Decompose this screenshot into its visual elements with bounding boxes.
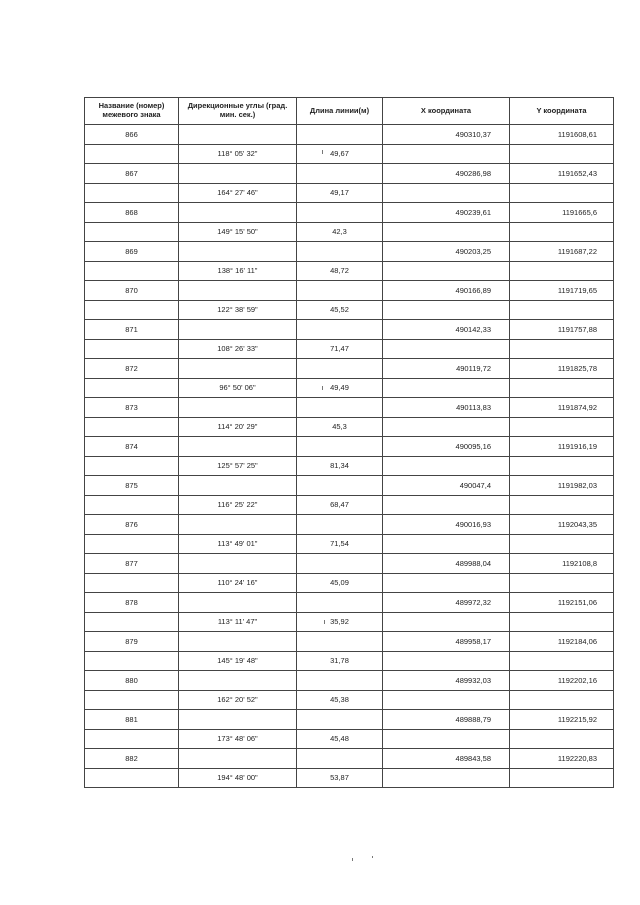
y-coordinate-cell: 1191608,61	[510, 125, 614, 145]
empty-cell	[383, 222, 510, 242]
line-length-cell: 68,47	[297, 495, 383, 515]
x-coordinate-cell: 489988,04	[383, 554, 510, 574]
line-length-cell: 71,47	[297, 339, 383, 359]
direction-angle-cell: 122° 38' 59"	[179, 300, 297, 320]
y-coordinate-cell: 1191825,78	[510, 359, 614, 379]
mark-name-cell: 877	[85, 554, 179, 574]
table-row	[85, 534, 614, 554]
empty-cell	[510, 300, 614, 320]
empty-cell	[179, 320, 297, 340]
empty-cell	[383, 768, 510, 788]
x-coordinate-cell: 490203,25	[383, 242, 510, 262]
table-row	[85, 749, 614, 769]
table-row	[85, 164, 614, 184]
empty-cell	[179, 203, 297, 223]
x-coordinate-cell: 489932,03	[383, 671, 510, 691]
empty-cell	[510, 534, 614, 554]
table-row	[85, 515, 614, 535]
empty-cell	[510, 690, 614, 710]
direction-angle-cell: 149° 15' 50"	[179, 222, 297, 242]
x-coordinate-cell: 490119,72	[383, 359, 510, 379]
mark-name-cell: 871	[85, 320, 179, 340]
empty-cell	[297, 632, 383, 652]
empty-cell	[85, 456, 179, 476]
empty-cell	[179, 554, 297, 574]
table-row	[85, 359, 614, 379]
empty-cell	[383, 729, 510, 749]
table-row	[85, 710, 614, 730]
empty-cell	[179, 281, 297, 301]
direction-angle-cell: 108° 26' 33"	[179, 339, 297, 359]
direction-angle-cell: 164° 27' 46"	[179, 183, 297, 203]
empty-cell	[179, 359, 297, 379]
x-coordinate-cell: 490286,98	[383, 164, 510, 184]
line-length-cell: 49,49	[297, 378, 383, 398]
empty-cell	[85, 378, 179, 398]
empty-cell	[383, 612, 510, 632]
direction-angle-cell: 138° 16' 11"	[179, 261, 297, 281]
empty-cell	[297, 359, 383, 379]
empty-cell	[179, 632, 297, 652]
empty-cell	[297, 164, 383, 184]
mark-name-cell: 881	[85, 710, 179, 730]
empty-cell	[85, 495, 179, 515]
table-row	[85, 651, 614, 671]
table-row	[85, 261, 614, 281]
direction-angle-cell: 125° 57' 25"	[179, 456, 297, 476]
scan-speck	[322, 150, 323, 154]
line-length-cell: 71,54	[297, 534, 383, 554]
line-length-cell: 45,3	[297, 417, 383, 437]
empty-cell	[179, 749, 297, 769]
x-coordinate-cell: 489888,79	[383, 710, 510, 730]
x-coordinate-cell: 489972,32	[383, 593, 510, 613]
empty-cell	[179, 437, 297, 457]
x-coordinate-cell: 490113,83	[383, 398, 510, 418]
empty-cell	[383, 300, 510, 320]
empty-cell	[510, 261, 614, 281]
table-row	[85, 632, 614, 652]
empty-cell	[383, 183, 510, 203]
scan-speck	[352, 858, 353, 861]
direction-angle-cell: 96° 50' 06"	[179, 378, 297, 398]
x-coordinate-cell: 490047,4	[383, 476, 510, 496]
direction-angle-cell: 113° 49' 01"	[179, 534, 297, 554]
table-row	[85, 690, 614, 710]
y-coordinate-cell: 1191757,88	[510, 320, 614, 340]
empty-cell	[179, 671, 297, 691]
empty-cell	[85, 729, 179, 749]
mark-name-cell: 870	[85, 281, 179, 301]
empty-cell	[297, 125, 383, 145]
y-coordinate-cell: 1192184,06	[510, 632, 614, 652]
empty-cell	[383, 534, 510, 554]
empty-cell	[179, 515, 297, 535]
mark-name-cell: 875	[85, 476, 179, 496]
table-row	[85, 242, 614, 262]
table-row	[85, 144, 614, 164]
empty-cell	[297, 710, 383, 730]
y-coordinate-cell: 1191719,65	[510, 281, 614, 301]
empty-cell	[297, 476, 383, 496]
line-length-cell: 49,67	[297, 144, 383, 164]
mark-name-cell: 880	[85, 671, 179, 691]
table-row	[85, 476, 614, 496]
direction-angle-cell: 145° 19' 48"	[179, 651, 297, 671]
table-row	[85, 554, 614, 574]
empty-cell	[297, 398, 383, 418]
table-row	[85, 339, 614, 359]
empty-cell	[179, 476, 297, 496]
mark-name-cell: 878	[85, 593, 179, 613]
y-coordinate-cell: 1191665,6	[510, 203, 614, 223]
line-length-cell: 49,17	[297, 183, 383, 203]
empty-cell	[510, 456, 614, 476]
table-row	[85, 437, 614, 457]
empty-cell	[297, 281, 383, 301]
mark-name-cell: 882	[85, 749, 179, 769]
table-row	[85, 320, 614, 340]
empty-cell	[510, 573, 614, 593]
empty-cell	[85, 183, 179, 203]
table-row	[85, 203, 614, 223]
empty-cell	[383, 573, 510, 593]
empty-cell	[179, 164, 297, 184]
empty-cell	[179, 593, 297, 613]
mark-name-cell: 879	[85, 632, 179, 652]
table-row	[85, 222, 614, 242]
empty-cell	[383, 378, 510, 398]
table-row	[85, 573, 614, 593]
empty-cell	[179, 398, 297, 418]
empty-cell	[383, 261, 510, 281]
empty-cell	[510, 417, 614, 437]
empty-cell	[383, 495, 510, 515]
y-coordinate-cell: 1192220,83	[510, 749, 614, 769]
table-row	[85, 768, 614, 788]
header-y-coordinate: Y координата	[510, 98, 614, 125]
x-coordinate-cell: 490310,37	[383, 125, 510, 145]
empty-cell	[510, 651, 614, 671]
empty-cell	[179, 242, 297, 262]
x-coordinate-cell: 489958,17	[383, 632, 510, 652]
mark-name-cell: 872	[85, 359, 179, 379]
table-row	[85, 593, 614, 613]
x-coordinate-cell: 490142,33	[383, 320, 510, 340]
x-coordinate-cell: 490166,89	[383, 281, 510, 301]
table-row	[85, 183, 614, 203]
empty-cell	[85, 534, 179, 554]
table-row	[85, 300, 614, 320]
line-length-cell: 45,52	[297, 300, 383, 320]
empty-cell	[383, 144, 510, 164]
y-coordinate-cell: 1191874,92	[510, 398, 614, 418]
table-row	[85, 378, 614, 398]
mark-name-cell: 867	[85, 164, 179, 184]
empty-cell	[85, 768, 179, 788]
y-coordinate-cell: 1191687,22	[510, 242, 614, 262]
empty-cell	[510, 339, 614, 359]
empty-cell	[297, 242, 383, 262]
direction-angle-cell: 110° 24' 16"	[179, 573, 297, 593]
empty-cell	[383, 417, 510, 437]
empty-cell	[85, 573, 179, 593]
line-length-cell: 35,92	[297, 612, 383, 632]
empty-cell	[85, 417, 179, 437]
empty-cell	[85, 144, 179, 164]
empty-cell	[510, 222, 614, 242]
y-coordinate-cell: 1192215,92	[510, 710, 614, 730]
empty-cell	[297, 203, 383, 223]
coordinates-table	[84, 97, 614, 788]
table-row	[85, 729, 614, 749]
direction-angle-cell: 114° 20' 29"	[179, 417, 297, 437]
empty-cell	[510, 768, 614, 788]
table-row	[85, 125, 614, 145]
empty-cell	[297, 671, 383, 691]
line-length-cell: 45,09	[297, 573, 383, 593]
y-coordinate-cell: 1191652,43	[510, 164, 614, 184]
line-length-cell: 45,38	[297, 690, 383, 710]
line-length-cell: 45,48	[297, 729, 383, 749]
empty-cell	[510, 144, 614, 164]
table-row	[85, 456, 614, 476]
empty-cell	[510, 729, 614, 749]
empty-cell	[297, 554, 383, 574]
mark-name-cell: 866	[85, 125, 179, 145]
mark-name-cell: 869	[85, 242, 179, 262]
table-row	[85, 398, 614, 418]
line-length-cell: 42,3	[297, 222, 383, 242]
direction-angle-cell: 118° 05' 32"	[179, 144, 297, 164]
empty-cell	[85, 651, 179, 671]
empty-cell	[383, 456, 510, 476]
empty-cell	[510, 378, 614, 398]
empty-cell	[85, 690, 179, 710]
table-header-row	[85, 98, 614, 125]
y-coordinate-cell: 1192202,16	[510, 671, 614, 691]
scan-speck	[324, 620, 325, 624]
header-x-coordinate: X координата	[383, 98, 510, 125]
y-coordinate-cell: 1192043,35	[510, 515, 614, 535]
table-row	[85, 281, 614, 301]
empty-cell	[510, 495, 614, 515]
header-mark-name: Название (номер) межевого знака	[85, 98, 179, 125]
direction-angle-cell: 113° 11' 47"	[179, 612, 297, 632]
empty-cell	[297, 515, 383, 535]
empty-cell	[179, 125, 297, 145]
empty-cell	[383, 690, 510, 710]
direction-angle-cell: 116° 25' 22"	[179, 495, 297, 515]
empty-cell	[85, 339, 179, 359]
direction-angle-cell: 162° 20' 52"	[179, 690, 297, 710]
empty-cell	[179, 710, 297, 730]
y-coordinate-cell: 1191982,03	[510, 476, 614, 496]
x-coordinate-cell: 490016,93	[383, 515, 510, 535]
line-length-cell: 48,72	[297, 261, 383, 281]
scan-speck	[372, 856, 373, 858]
x-coordinate-cell: 490095,16	[383, 437, 510, 457]
x-coordinate-cell: 490239,61	[383, 203, 510, 223]
table-row	[85, 612, 614, 632]
y-coordinate-cell: 1192108,8	[510, 554, 614, 574]
scan-speck	[322, 386, 323, 390]
empty-cell	[510, 612, 614, 632]
empty-cell	[85, 612, 179, 632]
empty-cell	[297, 437, 383, 457]
mark-name-cell: 873	[85, 398, 179, 418]
header-line-length: Длина линии(м)	[297, 98, 383, 125]
line-length-cell: 53,87	[297, 768, 383, 788]
empty-cell	[85, 222, 179, 242]
y-coordinate-cell: 1191916,19	[510, 437, 614, 457]
empty-cell	[297, 593, 383, 613]
x-coordinate-cell: 489843,58	[383, 749, 510, 769]
mark-name-cell: 868	[85, 203, 179, 223]
direction-angle-cell: 173° 48' 06"	[179, 729, 297, 749]
empty-cell	[297, 749, 383, 769]
empty-cell	[510, 183, 614, 203]
mark-name-cell: 874	[85, 437, 179, 457]
mark-name-cell: 876	[85, 515, 179, 535]
table-row	[85, 417, 614, 437]
y-coordinate-cell: 1192151,06	[510, 593, 614, 613]
empty-cell	[297, 320, 383, 340]
empty-cell	[85, 261, 179, 281]
direction-angle-cell: 194° 48' 00"	[179, 768, 297, 788]
line-length-cell: 81,34	[297, 456, 383, 476]
empty-cell	[85, 300, 179, 320]
header-direction-angle: Дирекционные углы (град. мин. сек.)	[179, 98, 297, 125]
line-length-cell: 31,78	[297, 651, 383, 671]
table-row	[85, 495, 614, 515]
table-row	[85, 671, 614, 691]
empty-cell	[383, 339, 510, 359]
empty-cell	[383, 651, 510, 671]
